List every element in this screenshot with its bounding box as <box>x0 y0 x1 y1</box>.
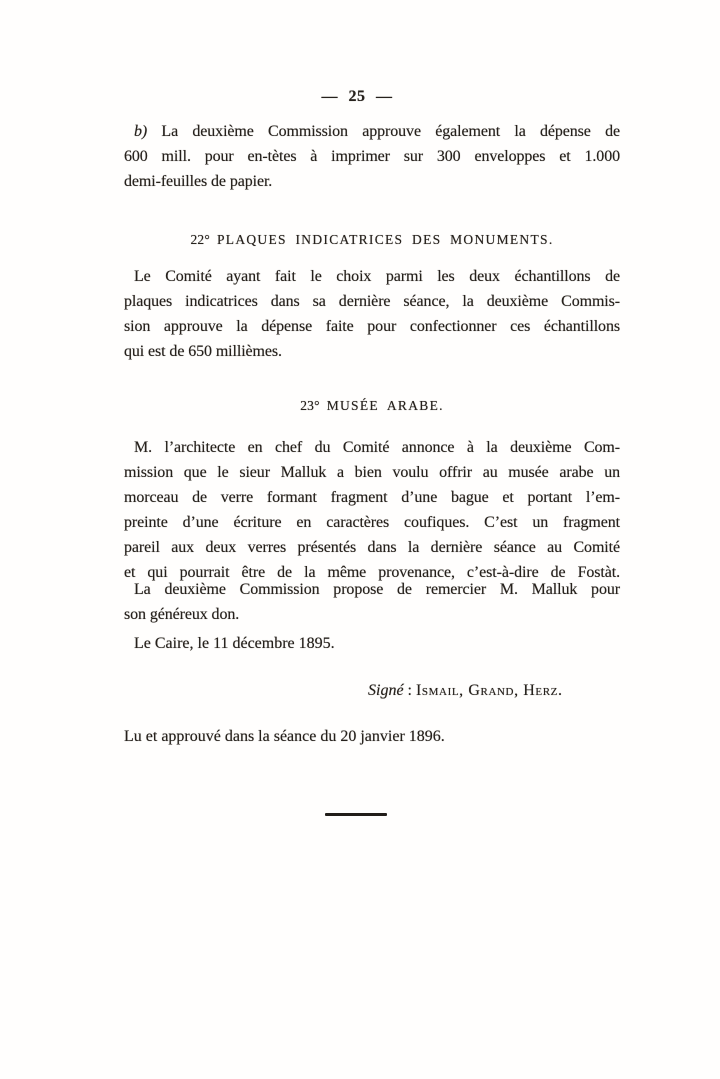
section-heading-22 <box>124 230 620 250</box>
section-23-title: MUSÉE ARABE. <box>326 398 444 413</box>
paragraph-musee-arabe-don <box>124 435 620 585</box>
text-line: son généreux don. <box>124 606 240 623</box>
signature-label: Signé <box>368 682 404 699</box>
text-line: morceau de verre formant fragment d’une bague et portant l’em- <box>124 489 620 506</box>
paragraph-marker: b) <box>134 123 148 140</box>
text-line: La deuxième Commission propose de remercier M. Malluk pour <box>134 581 620 598</box>
text-line: pareil aux deux verres présentés dans la dernière séance au Comité <box>124 539 620 556</box>
date-line: Le Caire, le 11 décembre 1895. <box>134 635 335 652</box>
section-22-number: 22° <box>190 232 210 247</box>
text-line: preinte d’une écriture en caractères coufiques. C’est un fragment <box>124 514 620 531</box>
text-line: sion approuve la dépense faite pour confectionner ces échantillons <box>124 318 620 335</box>
approval-line: Lu et approuvé dans la séance du 20 janvier 1896. <box>124 728 445 745</box>
text-line: plaques indicatrices dans sa dernière séance, la deuxième Commis- <box>124 293 620 310</box>
signature-line <box>368 678 563 703</box>
text-line: demi-feuilles de papier. <box>124 173 273 190</box>
section-heading-23 <box>124 396 620 416</box>
page-number: — 25 — <box>321 88 393 105</box>
text-line: 600 mill. pour en-tètes à imprimer sur 300 enveloppes et 1.000 <box>124 148 620 165</box>
text-line: qui est de 650 millièmes. <box>124 343 282 360</box>
signature-separator: : <box>403 682 416 699</box>
section-23-number: 23° <box>300 398 320 413</box>
text-line: M. l’architecte en chef du Comité annonce à la deuxième Com- <box>134 439 620 456</box>
signature-names: Ismail, Grand, Herz. <box>416 682 563 699</box>
text-line: Le Comité ayant fait le choix parmi les deux échantillons de <box>134 268 620 285</box>
paragraph-plaques-indicatrices <box>124 264 620 364</box>
text-line: b) La deuxième Commission approuve également la dépense de <box>134 123 620 140</box>
paragraph-remerciement <box>124 577 620 627</box>
paragraph-intro-b <box>124 119 620 194</box>
section-22-title: PLAQUES INDICATRICES DES MONUMENTS. <box>216 232 554 247</box>
end-divider-rule <box>325 813 387 816</box>
text-line: mission que le sieur Malluk a bien voulu offrir au musée arabe un <box>124 464 620 481</box>
text-line: et qui pourrait être de la même provenance, c’est-à-dire de Fostàt. <box>124 564 620 581</box>
